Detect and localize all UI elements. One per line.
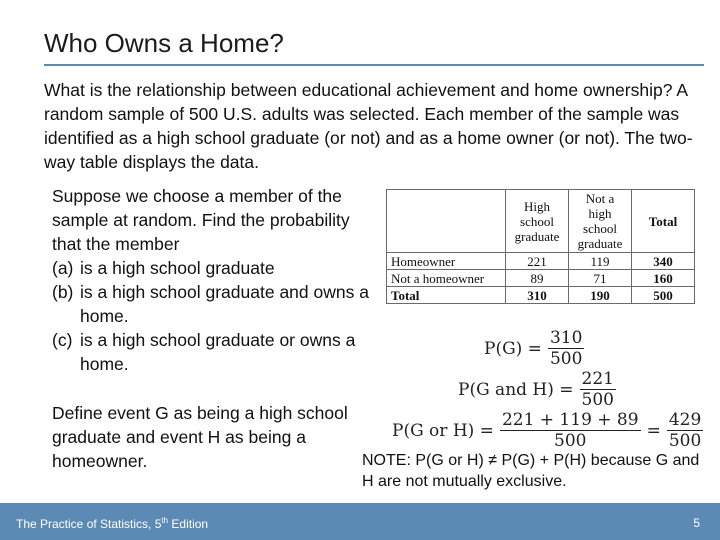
fraction-numerator: 429 (668, 410, 702, 430)
footer-book-title (16, 516, 208, 531)
table-cell: 89 (506, 270, 569, 287)
fraction-denominator: 500 (581, 390, 614, 410)
table-cell: 221 (506, 253, 569, 270)
book-title-sup: th (161, 516, 169, 525)
equation-lhs: P(G) = (484, 338, 542, 359)
footer-bar (0, 503, 720, 540)
fraction-numerator: 221 (581, 369, 614, 389)
fraction-denominator: 500 (554, 431, 587, 451)
table-row (387, 270, 695, 287)
two-way-table (386, 189, 695, 304)
table-cell: 340 (632, 253, 695, 270)
question-b (52, 280, 372, 328)
fraction-numerator: 221 + 119 + 89 (501, 410, 639, 430)
question-text: is a high school graduate or owns a home. (80, 330, 356, 374)
fraction-denominator: 500 (549, 349, 583, 369)
table-row (387, 253, 695, 270)
question-block (52, 184, 372, 376)
table-header-cell: High school graduate (506, 190, 569, 253)
definition-paragraph: Define event G as being a high school graduate and event H as being a homeowner. (52, 403, 348, 471)
page-number: 5 (693, 516, 700, 530)
table-row (387, 287, 695, 304)
table-row-label: Total (387, 287, 506, 304)
question-text: is a high school graduate and owns a home. (80, 282, 369, 326)
table-cell: 190 (569, 287, 632, 304)
fraction-denominator: 500 (668, 431, 702, 451)
intro-paragraph: What is the relationship between educational achievement and home ownership? A random sample of 500 U.S. adults was selected. Each member of the sample was identified as a high school graduate (or not) and as a home owner (or not). The two-way table displays the data. (44, 80, 693, 172)
table-corner-cell (387, 190, 506, 253)
table-row-label: Homeowner (387, 253, 506, 270)
table-cell: 500 (632, 287, 695, 304)
table-cell: 160 (632, 270, 695, 287)
fraction (580, 369, 616, 410)
question-label: (a) (52, 258, 74, 278)
fraction-numerator: 310 (549, 328, 583, 348)
equation-lhs: P(G or H) = (392, 420, 494, 441)
table-row-label: Not a homeowner (387, 270, 506, 287)
title-divider (44, 64, 704, 66)
table-cell: 71 (569, 270, 632, 287)
equation-pgh (458, 369, 616, 410)
table-header-cell: Total (632, 190, 695, 253)
question-text: is a high school graduate (80, 258, 275, 278)
question-a (52, 256, 372, 280)
equation-pg-or-h (392, 410, 703, 451)
table-header-row (387, 190, 695, 253)
fraction (548, 328, 584, 369)
note-text: NOTE: P(G or H) ≠ P(G) + P(H) because G and H are not mutually exclusive. (362, 452, 700, 490)
question-label: (b) (52, 282, 74, 302)
question-c (52, 328, 372, 376)
equation-pg (484, 328, 584, 369)
table-cell: 310 (506, 287, 569, 304)
book-title-suffix: Edition (168, 517, 209, 531)
equals-sign: = (646, 420, 661, 441)
book-title-prefix: The Practice of Statistics, 5 (16, 517, 162, 531)
page-title: Who Owns a Home? (44, 28, 284, 58)
equation-lhs: P(G and H) = (458, 379, 574, 400)
question-label: (c) (52, 330, 73, 350)
question-lead: Suppose we choose a member of the sample at random. Find the probability that the member (52, 186, 350, 254)
fraction (667, 410, 703, 451)
fraction (500, 410, 641, 451)
table-header-cell: Not a high school graduate (569, 190, 632, 253)
table-cell: 119 (569, 253, 632, 270)
